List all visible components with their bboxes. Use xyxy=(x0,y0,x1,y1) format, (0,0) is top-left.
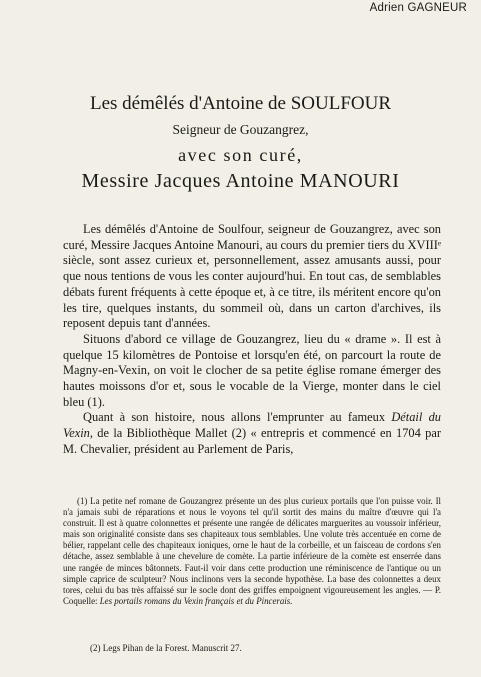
footnote-2: (2) Legs Pihan de la Forest. Manuscrit 27. xyxy=(90,643,242,653)
paragraph-3-start: Quant à son histoire, nous allons l'emprunter au fameux xyxy=(83,410,392,425)
title-line-4: Messire Jacques Antoine MANOURI xyxy=(81,170,400,192)
footnote-1-text: (1) La petite nef romane de Gouzangrez présente un des plus curieux portails que l'on puisse voir. Il n'a jamais subi de réparations et nous le voyons tel qu'il sortit des mains du maître d'œuvre qui l'a construit. Il est à quatre colonnettes et présente une rangée de délicates marguerites au voussoir inférieur, mais son originalité consiste dans ses chapiteaux tous semblables. Une volute très accentuée en corne de bélier, rappelant celle des chapiteaux ioniques, orne le haut de la corbeille, et un faisceau de cordons s'en détache, assez semblable à une chevelure de comète. La partie inférieure de la comète est enserrée dans une rangée de minces bâtonnets. Faut-il voir dans cette production une réminiscence de l'antique ou un simple caprice de sculpteur? Nous inclinons vers la seconde hypothèse. La base des colonnettes a deux tores, celui du bas très affaissé sur le socle dont des griffes empoignent vigoureusement les angles. — P. Coquelle: xyxy=(63,496,441,606)
title-subtitle: Seigneur de Gouzangrez, xyxy=(172,122,309,137)
footnote-1 xyxy=(63,496,441,607)
author-name: Adrien GAGNEUR xyxy=(369,2,467,14)
paragraph-3 xyxy=(63,410,441,457)
paragraph-1: Les démêlés d'Antoine de Soulfour, seigneur de Gouzangrez, avec son curé, Messire Jacques Antoine Manouri, au cours du premier tiers du XVIIIᵉ siècle, sont assez curieux et, personnellement, assez amusants aussi, pour que nous tentions de vous les conter aujourd'hui. En tout cas, de semblables débats furent fréquents à cette époque et, à ce titre, ils méritent encore qu'on les tire, quelques instants, du sommeil où, dans un carton d'archives, ils reposent depuis tant d'années. xyxy=(63,222,441,331)
footnotes xyxy=(63,496,441,607)
paragraph-3-italic: Détail du Vexin xyxy=(63,410,441,441)
title-block xyxy=(0,92,481,194)
body-text xyxy=(63,222,441,458)
paragraph-2: Situons d'abord ce village de Gouzangrez, lieu du « drame ». Il est à quelque 15 kilomètres de Pontoise et lorsqu'en été, on parcourt la route de Magny-en-Vexin, on voit le clocher de sa petite église romane émerger des hautes moissons d'or et, sous le vocable de la Vierge, monter dans le ciel bleu (1). xyxy=(63,331,441,409)
title-line-3: avec son curé, xyxy=(178,145,303,165)
paragraph-3-end: , de la Bibliothèque Mallet (2) « entrepris et commencé en 1704 par M. Chevalier, président au Parlement de Paris, xyxy=(63,426,441,456)
title-line-1: Les démêlés d'Antoine de SOULFOUR xyxy=(89,93,392,114)
footnote-1-italic: Les portails romans du Vexin français et du Pincerais. xyxy=(99,595,293,606)
